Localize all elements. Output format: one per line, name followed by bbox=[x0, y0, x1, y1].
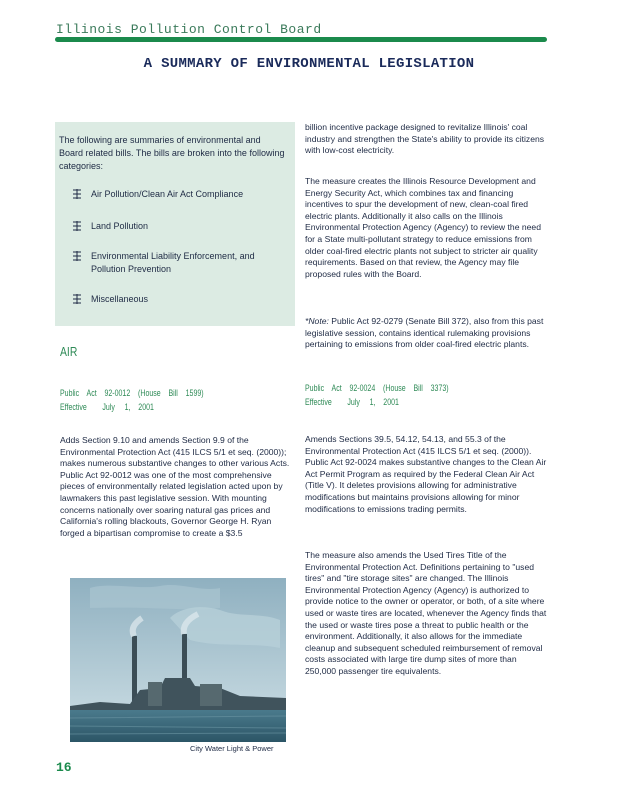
note-paragraph bbox=[305, 316, 547, 351]
right-paragraph-3: Amends Sections 39.5, 54.12, 54.13, and 55.3 of the Environmental Protection Act (415 ILCS 5/1 et seq. (2000)). Public Act 92-0024 makes substantive changes to the Clean Air Act Permit Program as required by the Federal Clean Air Act (Title V). It deletes provisions allowing for administrative modifications but maintains provisions allowing for minor modifications to emissions trading permits. bbox=[305, 434, 547, 514]
category-label: Miscellaneous bbox=[91, 294, 149, 304]
page-title: A SUMMARY OF ENVIRONMENTAL LEGISLATION bbox=[143, 56, 475, 72]
note-label: *Note: bbox=[305, 316, 329, 326]
act-heading-2-line1: Public Act 92-0024 (House Bill 3373) bbox=[305, 383, 449, 393]
bullet-icon bbox=[71, 293, 83, 305]
bullet-icon bbox=[71, 220, 83, 232]
bullet-icon bbox=[71, 250, 83, 262]
summary-intro: The following are summaries of environmental and Board related bills. The bills are broken into the following categories: bbox=[59, 135, 285, 171]
category-label: Environmental Liability Enforcement, and Pollution Prevention bbox=[91, 251, 255, 274]
left-paragraph: Adds Section 9.10 and amends Section 9.9 of the Environmental Protection Act (415 ILCS 5/1 et seq. (2000)); makes numerous substantive changes to other various Acts. Public Act 92-0012 was one of the most comprehensive pieces of environmentally related legislation acted upon by lawmakers this past legislative session. With mounting concerns nationally over soaring natural gas prices and California's rolling blackouts, Governor George H. Ryan forged a bipartisan compromise to create a $3.5 bbox=[60, 435, 290, 538]
category-label: Air Pollution/Clean Air Act Compliance bbox=[91, 189, 244, 199]
section-heading-air: AIR bbox=[60, 344, 78, 359]
running-header: Illinois Pollution Control Board bbox=[56, 22, 322, 37]
right-paragraph-2: The measure creates the Illinois Resource Development and Energy Security Act, which combines tax and financing incentives to spur the development of new, clean-coal fired electric plants. Additionally it also calls on the Illinois Environmental Protection Agency (Agency) to review the need for a State multi-pollutant strategy to reduce emissions from older coal-fired electric plants not subject to stricter air quality requirements. Based on that review, the Agency may file proposed rules with the Board. bbox=[305, 176, 541, 279]
act-heading-line2: Effective July 1, 2001 bbox=[60, 402, 154, 412]
act-heading-2-line2: Effective July 1, 2001 bbox=[305, 397, 399, 407]
act-heading-line1: Public Act 92-0012 (House Bill 1599) bbox=[60, 388, 204, 398]
header-rule bbox=[55, 37, 547, 42]
power-plant-image bbox=[70, 578, 286, 742]
photo-caption: City Water Light & Power bbox=[190, 744, 274, 753]
right-paragraph-4: The measure also amends the Used Tires Title of the Environmental Protection Act. Definitions pertaining to "used tires" and "tire storage sites" are changed. The Illinois Environmental Protection Agency (Agency) is authorized to provide notice to the owner or operator, or both, of a site where used or waste tires are located, whenever the Agency finds that the used or waste tires pose a threat to public health or the environment. Additionally, it also allows for the immediate cleanup and subsequent scheduled reimbursement of removal costs associated with large tire dump sites of more than 250,000 passenger tire equivalents. bbox=[305, 550, 547, 676]
note-text: Public Act 92-0279 (Senate Bill 372), also from this past legislative session, contains identical rulemaking provisions pertaining to emissions from older coal-fired electric plants. bbox=[305, 316, 544, 350]
power-plant-photo bbox=[70, 578, 286, 742]
page-number: 16 bbox=[56, 760, 72, 775]
bullet-icon bbox=[71, 188, 83, 200]
category-list bbox=[55, 122, 295, 326]
right-paragraph-1: billion incentive package designed to revitalize Illinois' coal industry and strengthen the State's ability to provide its citizens with low-cost electricity. bbox=[305, 122, 545, 156]
category-label: Land Pollution bbox=[91, 221, 149, 231]
summary-box bbox=[55, 122, 295, 326]
